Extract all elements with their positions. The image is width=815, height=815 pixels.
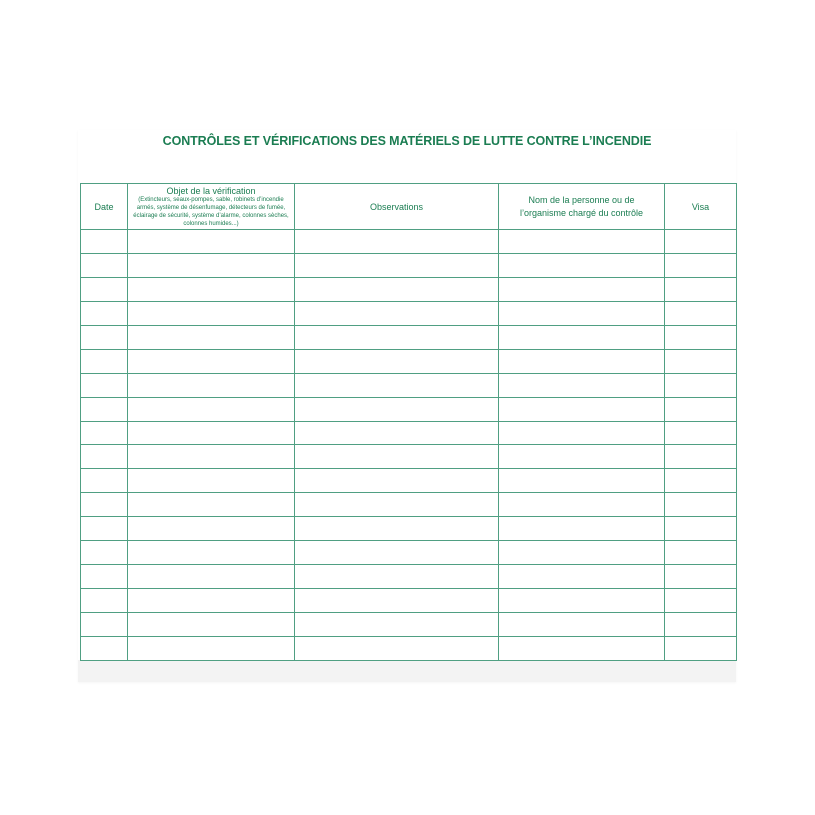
table-body	[81, 230, 737, 661]
cell-observations[interactable]	[295, 373, 499, 397]
cell-object[interactable]	[128, 565, 295, 589]
cell-date[interactable]	[81, 493, 128, 517]
cell-date[interactable]	[81, 277, 128, 301]
sheet-bottom-margin	[78, 660, 736, 682]
table-row	[81, 589, 737, 613]
cell-date[interactable]	[81, 517, 128, 541]
table-row	[81, 277, 737, 301]
cell-observations[interactable]	[295, 613, 499, 637]
table-row	[81, 469, 737, 493]
cell-object[interactable]	[128, 493, 295, 517]
cell-object[interactable]	[128, 397, 295, 421]
cell-observations[interactable]	[295, 493, 499, 517]
cell-person[interactable]	[499, 373, 665, 397]
cell-observations[interactable]	[295, 397, 499, 421]
cell-object[interactable]	[128, 277, 295, 301]
cell-person[interactable]	[499, 349, 665, 373]
table-row	[81, 541, 737, 565]
cell-date[interactable]	[81, 445, 128, 469]
cell-person[interactable]	[499, 397, 665, 421]
table-row	[81, 613, 737, 637]
cell-person[interactable]	[499, 589, 665, 613]
cell-object[interactable]	[128, 253, 295, 277]
table-row	[81, 517, 737, 541]
cell-person[interactable]	[499, 636, 665, 660]
column-header-date: Date	[81, 184, 128, 230]
cell-observations[interactable]	[295, 277, 499, 301]
cell-observations[interactable]	[295, 469, 499, 493]
cell-object[interactable]	[128, 373, 295, 397]
cell-object[interactable]	[128, 349, 295, 373]
cell-visa[interactable]	[665, 230, 737, 254]
cell-object[interactable]	[128, 541, 295, 565]
cell-object[interactable]	[128, 636, 295, 660]
cell-observations[interactable]	[295, 636, 499, 660]
cell-object[interactable]	[128, 589, 295, 613]
cell-date[interactable]	[81, 253, 128, 277]
cell-object[interactable]	[128, 325, 295, 349]
cell-observations[interactable]	[295, 589, 499, 613]
cell-visa[interactable]	[665, 421, 737, 445]
cell-visa[interactable]	[665, 541, 737, 565]
cell-person[interactable]	[499, 253, 665, 277]
cell-visa[interactable]	[665, 589, 737, 613]
cell-observations[interactable]	[295, 230, 499, 254]
cell-object[interactable]	[128, 230, 295, 254]
cell-observations[interactable]	[295, 517, 499, 541]
cell-observations[interactable]	[295, 445, 499, 469]
cell-person[interactable]	[499, 445, 665, 469]
cell-visa[interactable]	[665, 277, 737, 301]
cell-person[interactable]	[499, 277, 665, 301]
inspection-register-table	[80, 183, 737, 661]
column-header-object-label: Objet de la vérification	[166, 185, 256, 196]
cell-visa[interactable]	[665, 253, 737, 277]
cell-object[interactable]	[128, 613, 295, 637]
cell-object[interactable]	[128, 301, 295, 325]
cell-date[interactable]	[81, 613, 128, 637]
table-row	[81, 230, 737, 254]
cell-person[interactable]	[499, 325, 665, 349]
cell-date[interactable]	[81, 636, 128, 660]
cell-date[interactable]	[81, 589, 128, 613]
cell-date[interactable]	[81, 349, 128, 373]
cell-person[interactable]	[499, 230, 665, 254]
cell-person[interactable]	[499, 301, 665, 325]
column-header-object	[128, 184, 295, 230]
cell-observations[interactable]	[295, 565, 499, 589]
cell-visa[interactable]	[665, 565, 737, 589]
table-header-row	[81, 184, 737, 230]
cell-person[interactable]	[499, 541, 665, 565]
cell-observations[interactable]	[295, 421, 499, 445]
column-header-object-detail: (Extincteurs, seaux-pompes, sable, robinets d’incendie armés, système de désenfumage, détecteurs de fumée, éclairage de sécurité, système d’alarme, colonnes sèches, colonnes humides...)	[133, 196, 289, 227]
cell-observations[interactable]	[295, 301, 499, 325]
table-row	[81, 636, 737, 660]
cell-visa[interactable]	[665, 445, 737, 469]
table-row	[81, 397, 737, 421]
cell-observations[interactable]	[295, 253, 499, 277]
cell-date[interactable]	[81, 541, 128, 565]
cell-person[interactable]	[499, 493, 665, 517]
cell-person[interactable]	[499, 421, 665, 445]
cell-visa[interactable]	[665, 469, 737, 493]
cell-visa[interactable]	[665, 397, 737, 421]
table-row	[81, 493, 737, 517]
cell-date[interactable]	[81, 301, 128, 325]
cell-visa[interactable]	[665, 349, 737, 373]
cell-person[interactable]	[499, 517, 665, 541]
table-row	[81, 253, 737, 277]
table-row	[81, 325, 737, 349]
cell-visa[interactable]	[665, 493, 737, 517]
cell-observations[interactable]	[295, 541, 499, 565]
cell-visa[interactable]	[665, 301, 737, 325]
cell-date[interactable]	[81, 469, 128, 493]
cell-object[interactable]	[128, 445, 295, 469]
cell-visa[interactable]	[665, 325, 737, 349]
cell-date[interactable]	[81, 397, 128, 421]
table-row	[81, 373, 737, 397]
cell-date[interactable]	[81, 325, 128, 349]
column-header-observations: Observations	[295, 184, 499, 230]
cell-observations[interactable]	[295, 325, 499, 349]
cell-visa[interactable]	[665, 613, 737, 637]
cell-date[interactable]	[81, 421, 128, 445]
cell-object[interactable]	[128, 469, 295, 493]
cell-date[interactable]	[81, 230, 128, 254]
table-row	[81, 421, 737, 445]
page-title: CONTRÔLES ET VÉRIFICATIONS DES MATÉRIELS DE LUTTE CONTRE L’INCENDIE	[162, 134, 652, 148]
cell-visa[interactable]	[665, 517, 737, 541]
column-header-person-label: Nom de la personne ou de l’organisme chargé du contrôle	[519, 194, 644, 218]
cell-date[interactable]	[81, 565, 128, 589]
cell-visa[interactable]	[665, 373, 737, 397]
table-row	[81, 349, 737, 373]
cell-object[interactable]	[128, 421, 295, 445]
column-header-visa: Visa	[665, 184, 737, 230]
table-row	[81, 445, 737, 469]
cell-person[interactable]	[499, 565, 665, 589]
cell-object[interactable]	[128, 517, 295, 541]
table-row	[81, 301, 737, 325]
cell-person[interactable]	[499, 469, 665, 493]
cell-person[interactable]	[499, 613, 665, 637]
column-header-person	[499, 184, 665, 230]
cell-date[interactable]	[81, 373, 128, 397]
cell-visa[interactable]	[665, 636, 737, 660]
table-row	[81, 565, 737, 589]
cell-observations[interactable]	[295, 349, 499, 373]
